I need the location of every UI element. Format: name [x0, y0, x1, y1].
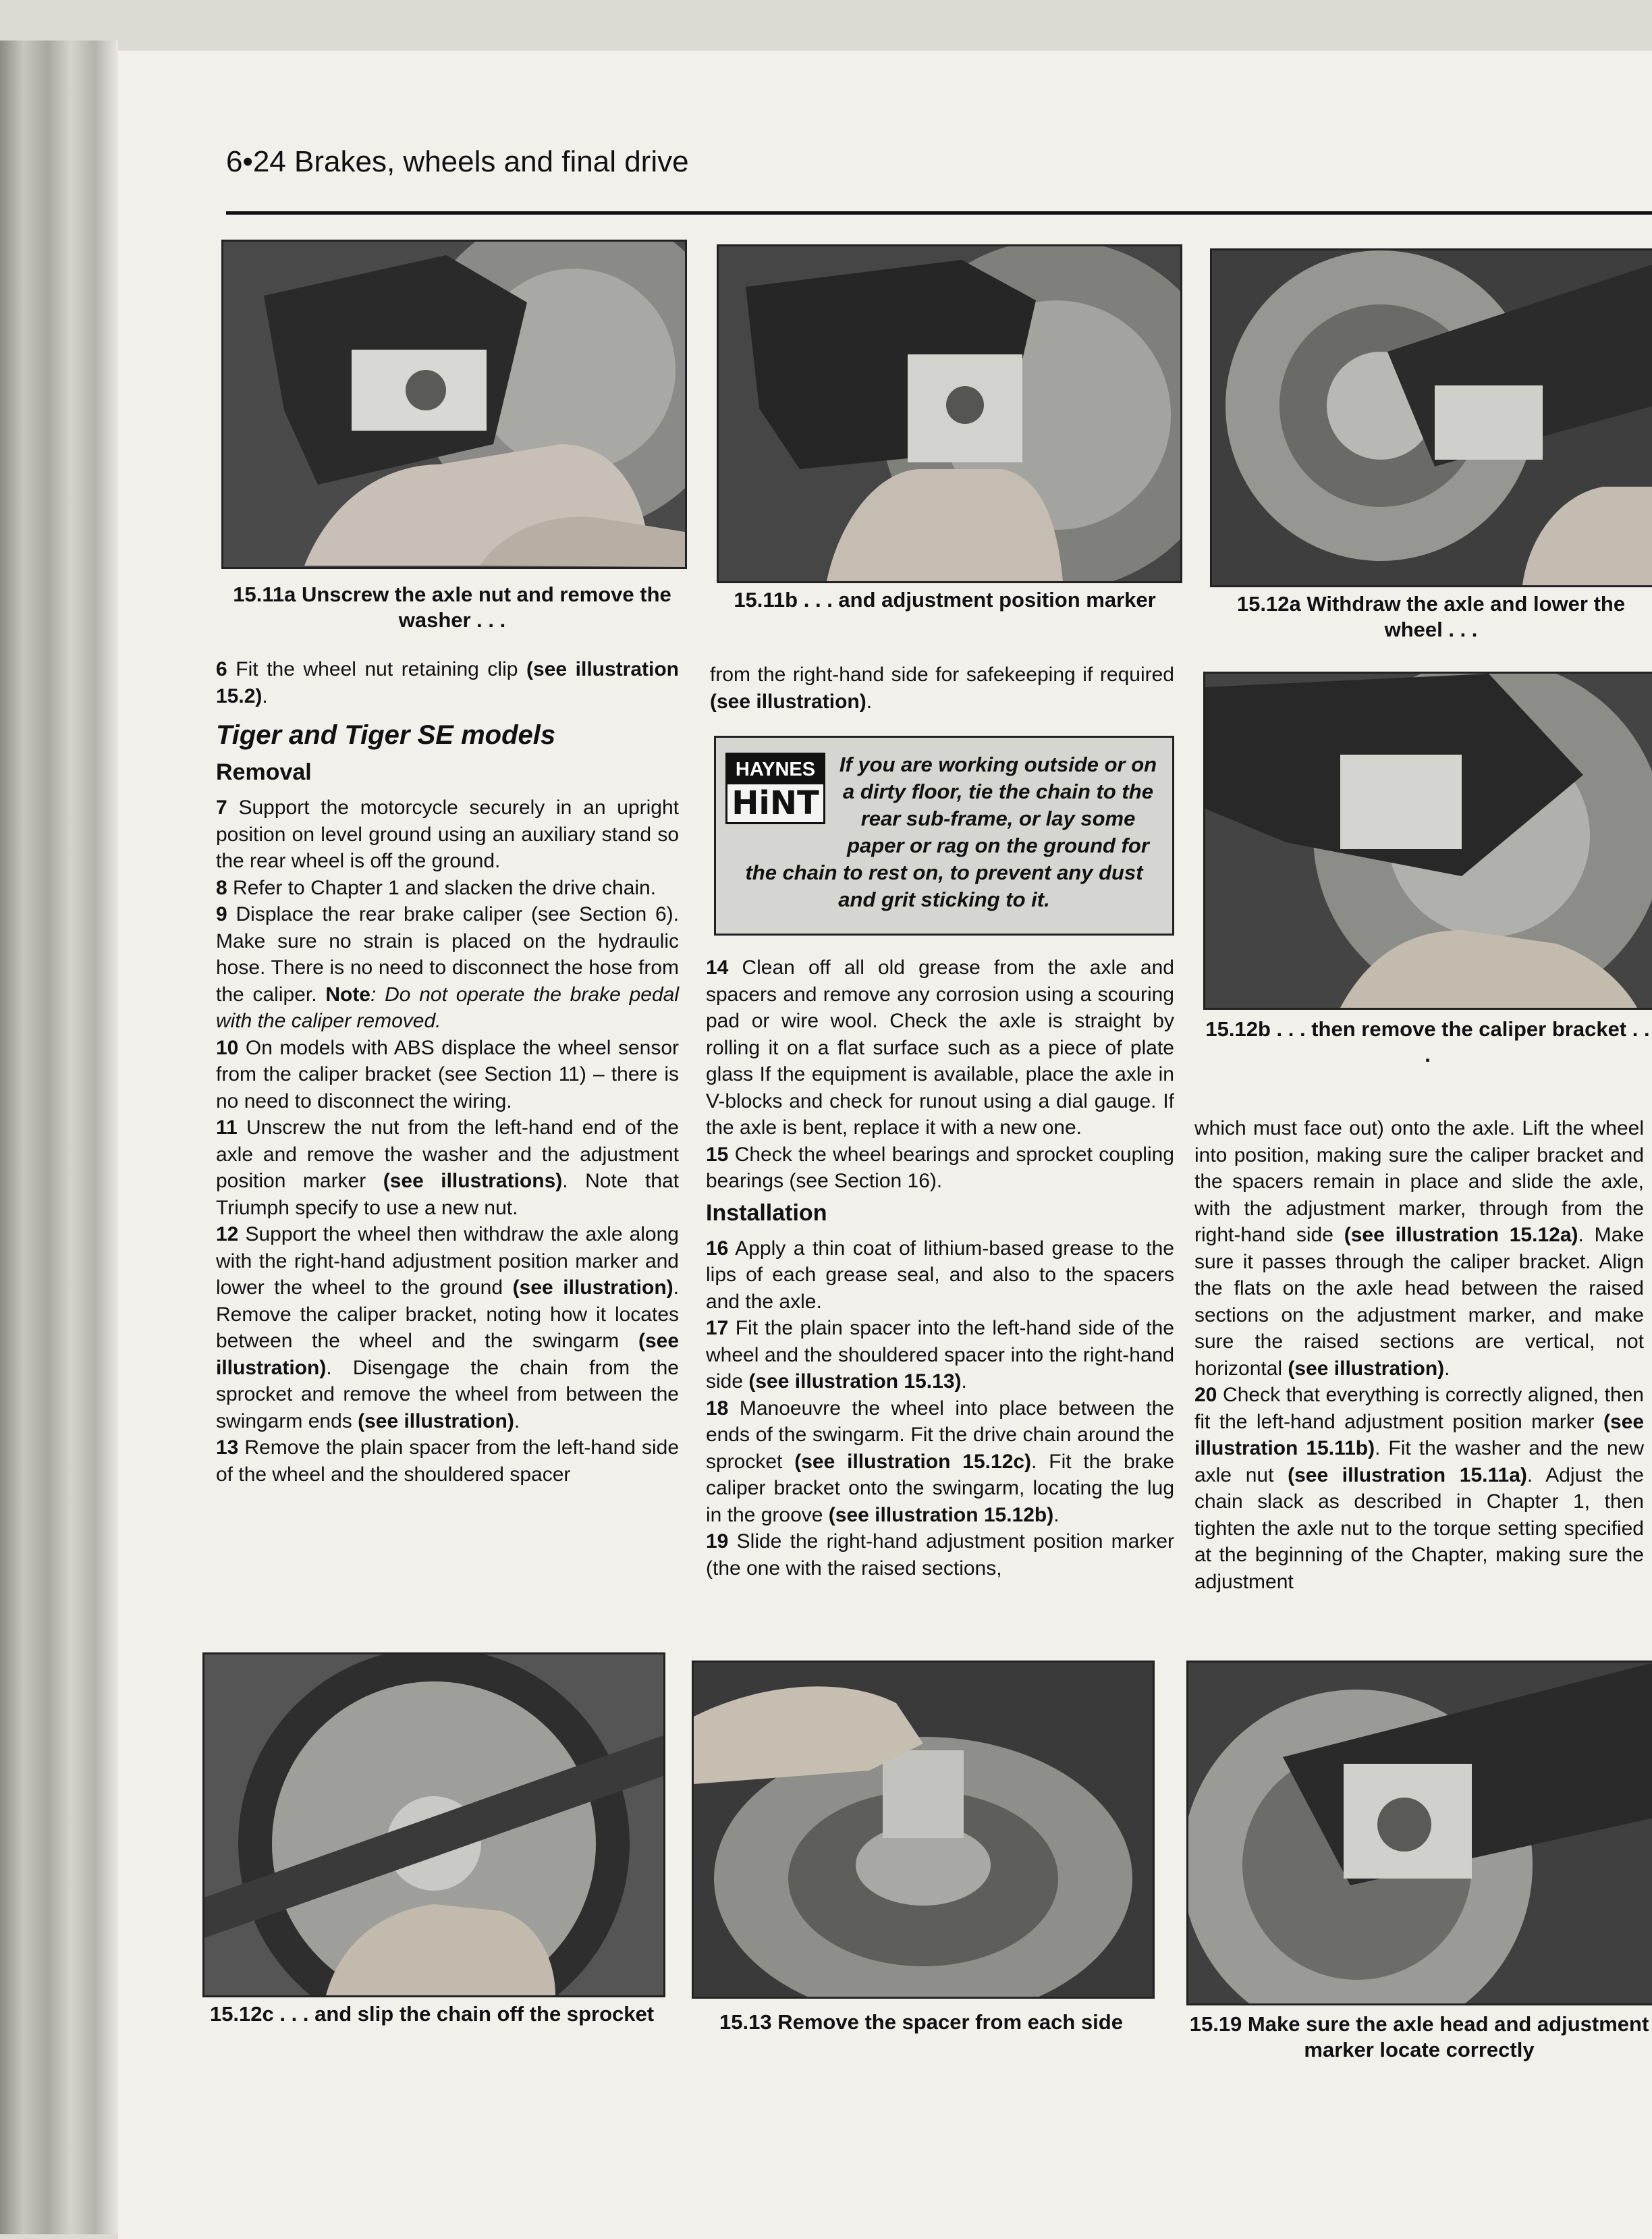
figure-number: 15.11a [233, 583, 296, 606]
step-number: 11 [216, 1116, 238, 1139]
header-rule [226, 211, 1652, 215]
subheading-removal: Removal [216, 759, 312, 785]
haynes-hint-logo [725, 753, 825, 824]
step-text: Fit the wheel nut retaining clip [236, 658, 527, 680]
illustration-ref: (see illustration 15.11a) [1288, 1463, 1527, 1486]
step-text: Slide the right-hand adjustment position marker (the one with the raised sections, [706, 1530, 1174, 1580]
step-number: 9 [216, 903, 227, 925]
step-number: 18 [706, 1397, 729, 1420]
paragraph-7 [216, 794, 679, 875]
illustration-ref: (see illustration) [216, 1330, 679, 1379]
paragraph-18 [706, 1395, 1174, 1529]
paragraph-10 [216, 1035, 679, 1115]
step-text: . Fit the brake caliper bracket onto the swingarm, locating the lug in the groove [706, 1450, 1174, 1526]
paragraph-13-continued [710, 662, 1174, 715]
photo-15-12c [202, 1652, 665, 1997]
step-number: 16 [706, 1237, 729, 1260]
paragraph-6 [216, 656, 679, 709]
paragraph-13 [216, 1434, 679, 1488]
note-label: Note [325, 983, 370, 1006]
illustration-ref: (see illustration 15.2) [216, 658, 679, 707]
step-text: Manoeuvre the wheel into place between the ends of the swingarm. Fit the drive chain around the sprocket [706, 1397, 1174, 1473]
paragraph-14 [706, 954, 1174, 1141]
step-number: 17 [706, 1317, 729, 1339]
step-text: . Remove the caliper bracket, noting how it locates between the wheel and the swingarm [216, 1276, 679, 1352]
caption-15-12c [202, 2001, 661, 2027]
step-number: 7 [216, 797, 227, 819]
illustration-ref: (see illustrations) [383, 1170, 563, 1192]
step-text-end: . Note that Triumph specify to use a new nut. [216, 1170, 679, 1219]
caption-15-12b [1203, 1017, 1652, 1068]
figure-number: 15.19 [1189, 2012, 1242, 2036]
hint-logo-top: HAYNES [727, 755, 823, 784]
step-text: Refer to Chapter 1 and slacken the drive chain. [233, 876, 657, 899]
figure-number: 15.13 [719, 2010, 772, 2034]
step-text: On models with ABS displace the wheel sensor from the caliper bracket (see Section 11) – there is no need to disconnect the wiring. [216, 1036, 679, 1112]
step-text: . Make sure it passes through the caliper bracket. Align the flats on the axle head between the raised sections on the adjustment marker, and make sure the raised sections are vertical, not horizontal [1194, 1224, 1645, 1380]
illustration-ref: (see illustration 15.12b) [828, 1503, 1054, 1526]
paragraph-9 [216, 901, 679, 1035]
step-text: Fit the plain spacer into the left-hand side of the wheel and the shouldered spacer into the right-hand side [706, 1317, 1174, 1393]
photo-15-12a [1210, 248, 1652, 587]
step-text-end: . [1053, 1503, 1059, 1526]
figure-number: 15.12b [1205, 1017, 1271, 1041]
haynes-hint-box [714, 736, 1174, 936]
paragraph-17 [706, 1315, 1174, 1395]
illustration-ref: (see illustration) [1288, 1357, 1445, 1380]
illustration-ref: (see illustration) [358, 1409, 514, 1432]
step-number: 8 [216, 876, 227, 899]
step-text: Unscrew the nut from the left-hand end of the axle and remove the washer and the adjustment position marker [216, 1116, 679, 1192]
step-text: Support the motorcycle securely in an upright position on level ground using an auxiliary stand so the rear wheel is off the ground. [216, 797, 679, 872]
step-number: 14 [706, 956, 729, 979]
step-text-end: . [961, 1370, 967, 1393]
photo-15-13 [692, 1661, 1155, 1999]
step-text: Support the wheel then withdraw the axle along with the right-hand adjustment position marker and lower the wheel to the ground [216, 1223, 679, 1299]
text-column-1 [216, 656, 679, 1488]
figure-caption-text: . . . and adjustment position marker [803, 588, 1156, 612]
figure-caption-text: . . . and slip the chain off the sprocket [279, 2002, 655, 2026]
paragraph-15 [706, 1141, 1174, 1195]
paragraph-12 [216, 1221, 679, 1434]
paragraph-11 [216, 1114, 679, 1221]
paragraph-19-continued [1194, 1115, 1644, 1382]
figure-number: 15.11b [734, 588, 798, 612]
step-text: from the right-hand side for safekeeping if required [710, 664, 1174, 686]
step-number: 6 [216, 658, 227, 680]
paragraph-19 [706, 1528, 1174, 1582]
illustration-ref: (see illustration 15.12c) [794, 1450, 1032, 1473]
caption-15-12a [1210, 591, 1652, 643]
figure-caption-text: Unscrew the axle nut and remove the washer . . . [301, 583, 671, 632]
step-text: Remove the plain spacer from the left-hand side of the wheel and the shouldered spacer [216, 1436, 680, 1486]
illustration-ref: (see illustration 15.11b) [1194, 1410, 1644, 1459]
note-text: : Do not operate the brake pedal with the caliper removed. [216, 983, 679, 1032]
step-text: Check that everything is correctly aligned, then fit the left-hand adjustment position marker [1194, 1384, 1644, 1433]
caption-15-19 [1186, 2012, 1652, 2063]
step-text: . Adjust the chain slack as described in Chapter 1, then tighten the axle nut to the torque setting specified at the beginning of the Chapter, making sure the adjustment [1194, 1463, 1644, 1593]
illustration-ref: (see illustration 15.13) [748, 1370, 962, 1393]
figure-caption-text: Withdraw the axle and lower the wheel . . . [1306, 592, 1626, 641]
figure-caption-text: Make sure the axle head and adjustment marker locate correctly [1247, 2012, 1649, 2061]
figure-number: 15.12a [1236, 592, 1301, 616]
photo-15-19 [1186, 1661, 1652, 2005]
text-column-3 [1194, 1115, 1644, 1595]
step-text: Apply a thin coat of lithium-based grease to the lips of each grease seal, and also to the spacers and the axle. [706, 1237, 1174, 1313]
caption-15-11b [702, 587, 1188, 613]
section-heading: Tiger and Tiger SE models [216, 720, 556, 750]
figure-caption-text: Remove the spacer from each side [777, 2010, 1123, 2034]
caption-15-11a [221, 582, 683, 633]
paragraph-8 [216, 875, 679, 902]
step-text: Check the wheel bearings and sprocket coupling bearings (see Section 16). [706, 1143, 1174, 1192]
text-column-2 [710, 662, 1174, 715]
hint-logo-bottom: HiNT [732, 784, 819, 822]
book-page-edge [0, 41, 118, 2234]
step-number: 15 [706, 1143, 729, 1166]
caption-15-13 [692, 2009, 1151, 2035]
figure-number: 15.12c [209, 2002, 274, 2026]
step-text: Clean off all old grease from the axle and spacers and remove any corrosion using a scouring pad or wire wool. Check the axle is straight by rolling it on a flat surface such as a piece of plate glass If the equipment is available, place the axle in V-blocks and check for runout using a dial gauge. If the axle is bent, replace it with a new one. [706, 956, 1174, 1139]
step-text: which must face out) onto the axle. Lift the wheel into position, making sure the caliper bracket and the spacers remain in place and slide the axle, with the adjustment marker, through from the right-hand side [1194, 1117, 1644, 1246]
step-text-end: . [866, 690, 873, 713]
step-text-end: . [262, 684, 268, 707]
step-number: 12 [216, 1223, 239, 1245]
photo-15-12b [1203, 672, 1652, 1010]
photo-15-11a [221, 240, 687, 569]
step-number: 19 [706, 1530, 729, 1553]
page-header: 6•24 Brakes, wheels and final drive [226, 145, 689, 178]
paragraph-20 [1194, 1382, 1644, 1595]
step-number: 10 [216, 1036, 239, 1059]
text-column-2-lower [706, 954, 1174, 1582]
step-text: . Fit the washer and the new axle nut [1194, 1437, 1644, 1486]
photo-15-11b [717, 244, 1182, 583]
illustration-ref: (see illustration) [512, 1276, 673, 1299]
step-number: 20 [1194, 1384, 1217, 1406]
step-text: Displace the rear brake caliper (see Section 6). Make sure no strain is placed on the hydraulic hose. There is no need to disconnect the hose from the caliper. [216, 903, 679, 1006]
step-number: 13 [216, 1436, 239, 1459]
illustration-ref: (see illustration 15.12a) [1344, 1224, 1578, 1246]
figure-caption-text: . . . then remove the caliper bracket . . . [1276, 1017, 1650, 1067]
hint-text: If you are working outside or on a dirty floor, tie the chain to the rear sub-frame, or lay some paper or rag on the ground for the chain to rest on, to prevent any dust and grit sticking to it. [745, 753, 1157, 911]
step-text-end: . [514, 1409, 520, 1432]
step-text: . Disengage the chain from the sprocket and remove the wheel from between the swingarm ends [216, 1356, 679, 1432]
step-text-end: . [1444, 1357, 1450, 1380]
illustration-ref: (see illustration) [710, 690, 866, 713]
subheading-installation: Installation [706, 1199, 827, 1226]
paragraph-16 [706, 1235, 1174, 1316]
